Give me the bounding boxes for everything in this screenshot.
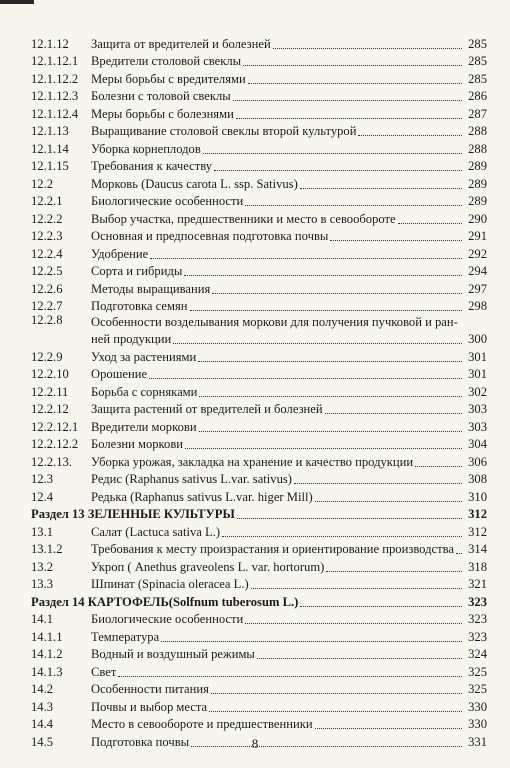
toc-number: 14.1.2 xyxy=(31,647,63,661)
toc-row xyxy=(31,364,487,382)
toc-row xyxy=(31,609,487,627)
toc-title: Свет xyxy=(91,664,117,679)
leader-dots xyxy=(118,666,462,677)
toc-number: 14.4 xyxy=(31,717,54,731)
toc-number: 12.2.3 xyxy=(31,229,63,243)
toc-title: Требования к качеству xyxy=(91,159,213,173)
leader-dots xyxy=(198,351,462,362)
toc-title-continued: ней продукции xyxy=(91,332,172,346)
toc-title: Уход за растениями xyxy=(91,349,197,364)
leader-dots xyxy=(212,283,462,294)
toc-row xyxy=(31,451,487,469)
toc-page-number: 312 xyxy=(468,524,487,539)
toc-page-number: 286 xyxy=(468,89,487,103)
toc-number: 12.2 xyxy=(31,176,54,191)
toc-page-number: 323 xyxy=(468,629,487,644)
toc-page-number: 303 xyxy=(468,402,487,416)
toc-number: 12.2.12 xyxy=(31,402,69,416)
leader-dots xyxy=(257,648,462,659)
toc-page-number: 287 xyxy=(468,106,487,121)
toc-page-number: 302 xyxy=(468,384,487,399)
toc-row xyxy=(31,644,487,662)
page-corner-mark xyxy=(0,0,34,4)
toc-number: 12.1.14 xyxy=(31,141,69,156)
toc-row xyxy=(31,346,487,364)
leader-dots xyxy=(150,248,462,259)
toc-row xyxy=(31,434,487,452)
toc-number: 12.2.4 xyxy=(31,246,63,261)
toc-row xyxy=(31,486,487,504)
toc-title: Вредители моркови xyxy=(91,419,197,434)
toc-section-title: КАРТОФЕЛЬ(Solfnum tuberosum L.) xyxy=(87,594,299,609)
leader-dots xyxy=(243,55,462,66)
toc-section-title: ЗЕЛЕННЫЕ КУЛЬТУРЫ xyxy=(87,507,235,521)
toc-title: Защита растений от вредителей и болезней xyxy=(91,402,323,416)
toc-page-number: 308 xyxy=(468,472,487,486)
leader-dots xyxy=(358,125,462,136)
toc-title: Орошение xyxy=(91,367,148,381)
toc-title: Уборка урожая, закладка на хранение и качество продукции xyxy=(91,454,414,469)
leader-dots xyxy=(398,213,462,224)
toc-title: Подготовка почвы xyxy=(91,734,190,749)
toc-title: Шпинат (Spinacia oleracea L.) xyxy=(91,577,249,591)
toc-page-number: 285 xyxy=(468,71,487,86)
toc-number: 13.2 xyxy=(31,559,54,574)
toc-title: Подготовка семян xyxy=(91,299,188,313)
leader-dots xyxy=(233,90,462,101)
leader-dots xyxy=(173,333,462,344)
toc-row xyxy=(31,86,487,104)
toc-row xyxy=(31,381,487,399)
toc-row xyxy=(31,539,487,557)
toc-title: Укроп ( Anethus graveolens L. var. hortorum) xyxy=(91,559,325,574)
leader-dots xyxy=(315,718,462,729)
toc-number: 14.3 xyxy=(31,699,54,714)
toc-number: 12.1.12.3 xyxy=(31,89,79,103)
toc-page-number: 312 xyxy=(468,507,487,521)
toc-page-number: 289 xyxy=(468,194,487,208)
toc-number: 12.1.12.1 xyxy=(31,54,79,68)
toc-page-number: 285 xyxy=(468,36,487,51)
toc-title: Биологические особенности xyxy=(91,612,244,626)
toc-title: Удобрение xyxy=(91,246,149,261)
leader-dots xyxy=(214,160,462,171)
toc-number: 12.2.1 xyxy=(31,194,63,208)
toc-page-number: 331 xyxy=(468,734,487,749)
leader-dots xyxy=(330,230,462,241)
toc-title: Биологические особенности xyxy=(91,194,244,208)
toc-number: 12.1.15 xyxy=(31,159,69,173)
toc-row xyxy=(31,416,487,434)
table-of-contents xyxy=(31,33,487,749)
toc-title: Выращивание столовой свеклы второй культурой xyxy=(91,124,357,138)
toc-row xyxy=(31,278,487,296)
leader-dots xyxy=(211,683,462,694)
toc-title: Редис (Raphanus sativus L.var. sativus) xyxy=(91,472,292,486)
toc-number: 14.1.1 xyxy=(31,629,63,644)
toc-number: 12.3 xyxy=(31,472,54,486)
leader-dots xyxy=(300,596,462,607)
toc-title: Борьба с сорняками xyxy=(91,384,198,399)
toc-row xyxy=(31,243,487,261)
leader-dots xyxy=(326,561,462,572)
toc-page-number: 314 xyxy=(468,542,487,556)
leader-dots xyxy=(161,631,462,642)
toc-title: Основная и предпосевная подготовка почвы xyxy=(91,229,329,243)
toc-number: Раздел 13 xyxy=(31,507,85,521)
toc-title: Выбор участка, предшественники и место в севообороте xyxy=(91,211,396,226)
leader-dots xyxy=(251,578,462,589)
toc-page-number: 318 xyxy=(468,559,487,574)
toc-row xyxy=(31,173,487,191)
toc-page-number: 301 xyxy=(468,349,487,364)
toc-number: 12.2.13. xyxy=(31,454,72,469)
toc-number: 12.1.12 xyxy=(31,36,69,51)
toc-page-number: 297 xyxy=(468,281,487,296)
toc-number: 14.5 xyxy=(31,734,54,749)
toc-number: 12.2.11 xyxy=(31,384,69,399)
toc-title: Редька (Raphanus sativus L.var. higer Mill) xyxy=(91,489,313,504)
leader-dots xyxy=(203,143,462,154)
toc-page-number: 298 xyxy=(468,299,487,313)
toc-number: 13.1.2 xyxy=(31,542,63,556)
toc-number: 14.1.3 xyxy=(31,664,63,679)
toc-row xyxy=(31,156,487,174)
toc-number: 12.4 xyxy=(31,489,54,504)
leader-dots xyxy=(325,403,462,414)
leader-dots xyxy=(236,108,462,119)
toc-row xyxy=(31,399,487,417)
toc-row xyxy=(31,313,487,346)
leader-dots xyxy=(248,73,462,84)
toc-page-number: 291 xyxy=(468,229,487,243)
toc-row xyxy=(31,661,487,679)
toc-title: Болезни с толовой свеклы xyxy=(91,89,231,103)
toc-row xyxy=(31,191,487,209)
toc-row xyxy=(31,679,487,697)
leader-dots xyxy=(415,456,462,467)
toc-row xyxy=(31,556,487,574)
page-number: 8 xyxy=(251,736,259,751)
leader-dots xyxy=(245,613,462,624)
toc-title: Морковь (Daucus carota L. ssp. Sativus) xyxy=(91,176,298,191)
toc-page-number: 288 xyxy=(468,124,487,138)
toc-number: 12.2.2 xyxy=(31,211,63,226)
toc-row xyxy=(31,51,487,69)
toc-page-number: 290 xyxy=(468,211,487,226)
toc-title: Особенности питания xyxy=(91,682,209,696)
toc-number: 14.2 xyxy=(31,682,54,696)
toc-title: Меры борьбы с болезнями xyxy=(91,106,234,121)
toc-number: 12.2.5 xyxy=(31,264,63,278)
toc-number: Раздел 14 xyxy=(31,594,85,609)
toc-number: 12.2.6 xyxy=(31,281,63,296)
toc-page-number: 289 xyxy=(468,159,487,173)
leader-dots xyxy=(300,178,462,189)
leader-dots xyxy=(273,38,462,49)
toc-title: Температура xyxy=(91,629,160,644)
toc-number: 12.2.9 xyxy=(31,349,63,364)
toc-page-number: 292 xyxy=(468,246,487,261)
leader-dots xyxy=(209,701,462,712)
toc-title: Особенности возделывания моркови для получения пучковой и ран- xyxy=(91,315,458,329)
toc-number: 13.3 xyxy=(31,577,54,591)
toc-page-number: 294 xyxy=(468,264,487,278)
toc-title: Уборка корнеплодов xyxy=(91,141,201,156)
toc-section-row xyxy=(31,591,487,609)
toc-page-number: 321 xyxy=(468,577,487,591)
leader-dots xyxy=(199,386,462,397)
toc-title: Вредители столовой свеклы xyxy=(91,54,242,68)
leader-dots xyxy=(456,543,462,554)
toc-page-number: 324 xyxy=(468,647,487,661)
toc-title: Почвы и выбор места xyxy=(91,699,208,714)
toc-page-number: 306 xyxy=(468,454,487,469)
leader-dots xyxy=(222,526,462,537)
toc-page-number: 323 xyxy=(468,612,487,626)
leader-dots xyxy=(199,421,462,432)
toc-row xyxy=(31,68,487,86)
toc-number: 12.2.12.1 xyxy=(31,419,79,434)
toc-title: Меры борьбы с вредителями xyxy=(91,71,246,86)
toc-title: Требования к месту произрастания и ориентирование производства xyxy=(91,542,454,556)
toc-page-number: 304 xyxy=(468,437,487,451)
toc-number: 12.1.12.2 xyxy=(31,71,79,86)
toc-number: 13.1 xyxy=(31,524,54,539)
toc-page-number: 330 xyxy=(468,717,487,731)
toc-number: 12.2.8 xyxy=(31,313,63,327)
toc-row xyxy=(31,714,487,732)
toc-page-number: 323 xyxy=(468,594,487,609)
leader-dots xyxy=(149,368,462,379)
toc-number: 12.1.12.4 xyxy=(31,106,79,121)
leader-dots xyxy=(184,265,462,276)
toc-row xyxy=(31,626,487,644)
leader-dots xyxy=(190,300,462,311)
toc-page-number: 330 xyxy=(468,699,487,714)
toc-page-number: 285 xyxy=(468,54,487,68)
toc-title: Сорта и гибриды xyxy=(91,264,183,278)
toc-row xyxy=(31,103,487,121)
toc-section-row xyxy=(31,504,487,522)
toc-page-number: 325 xyxy=(468,664,487,679)
toc-row xyxy=(31,296,487,314)
toc-title: Защита от вредителей и болезней xyxy=(91,36,271,51)
toc-row xyxy=(31,33,487,51)
toc-row xyxy=(31,121,487,139)
toc-page-number: 303 xyxy=(468,419,487,434)
toc-row xyxy=(31,574,487,592)
toc-title: Место в севообороте и предшественники xyxy=(91,717,313,731)
leader-dots xyxy=(245,195,462,206)
leader-dots xyxy=(294,473,462,484)
leader-dots xyxy=(185,438,462,449)
toc-number: 12.2.12.2 xyxy=(31,437,79,451)
toc-row xyxy=(31,261,487,279)
toc-row xyxy=(31,469,487,487)
toc-page-number: 300 xyxy=(468,332,487,346)
toc-page-number: 301 xyxy=(468,367,487,381)
leader-dots xyxy=(237,508,462,519)
toc-page-number: 288 xyxy=(468,141,487,156)
toc-page-number: 325 xyxy=(468,682,487,696)
toc-number: 14.1 xyxy=(31,612,54,626)
toc-row xyxy=(31,138,487,156)
toc-page-number: 310 xyxy=(468,489,487,504)
toc-title: Болезни моркови xyxy=(91,437,184,451)
toc-number: 12.2.7 xyxy=(31,299,63,313)
toc-row xyxy=(31,226,487,244)
leader-dots xyxy=(315,491,462,502)
toc-page-number: 289 xyxy=(468,176,487,191)
toc-row xyxy=(31,208,487,226)
toc-row xyxy=(31,521,487,539)
toc-title: Методы выращивания xyxy=(91,281,211,296)
toc-title: Водный и воздушный режимы xyxy=(91,647,255,661)
toc-row xyxy=(31,696,487,714)
toc-title: Салат (Lactuca sativa L.) xyxy=(91,524,221,539)
toc-number: 12.1.13 xyxy=(31,124,69,138)
toc-number: 12.2.10 xyxy=(31,367,69,381)
